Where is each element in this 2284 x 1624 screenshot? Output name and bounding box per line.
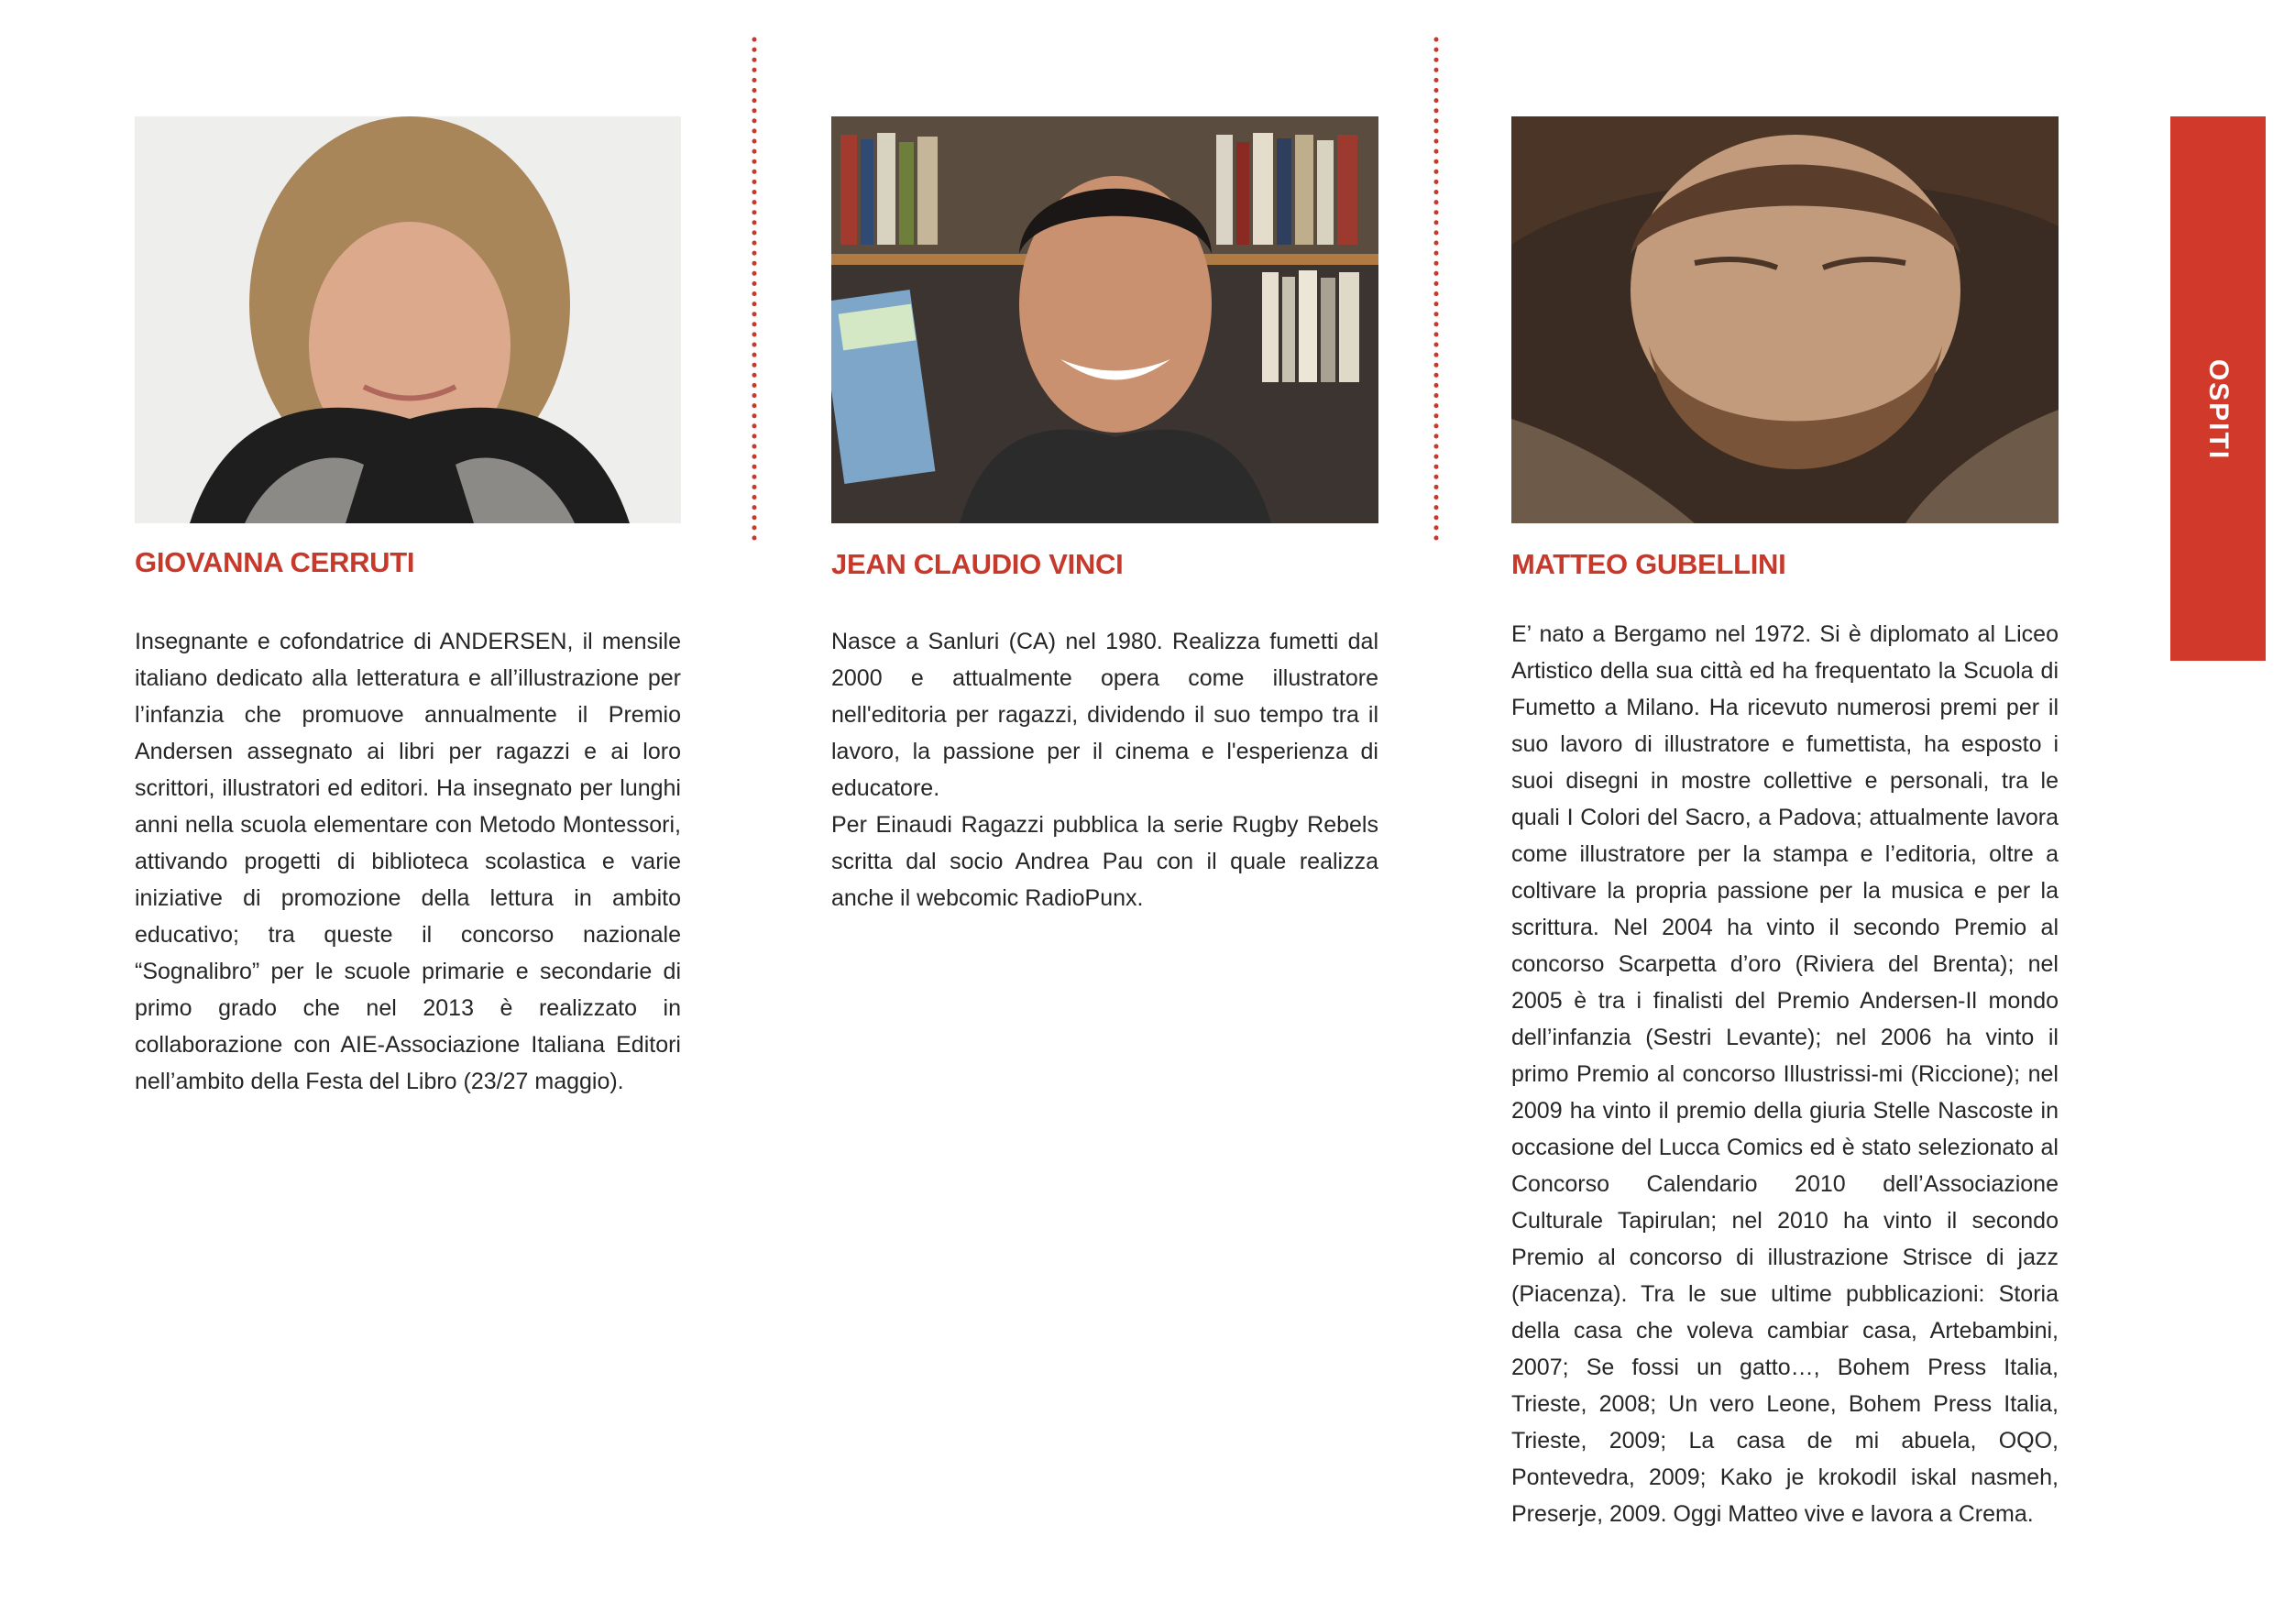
guest-bio: Nasce a Sanluri (CA) nel 1980. Realizza fumetti dal 2000 e attualmente opera come illustratore nell'editoria per ragazzi, dividendo il suo tempo tra il lavoro, la passione per il cinema e l'esperienza di educatore. Per Einaudi Ragazzi pubblica la serie Rugby Rebels scritta dal socio Andrea Pau con il quale realizza anche il webcomic RadioPunx. — [831, 629, 1378, 911]
section-tab — [2170, 116, 2266, 661]
guest-bio: Insegnante e cofondatrice di ANDERSEN, il mensile italiano dedicato alla letteratura e all’illustrazione per l’infanzia che promuove annualmente il Premio Andersen assegnato ai libri per ragazzi e ai loro scrittori, illustratori ed editori. Ha insegnato per lunghi anni nella scuola elementare con Metodo Montessori, attivando progetti di biblioteca scolastica e varie iniziative di promozione della lettura in ambito educativo; tra queste il concorso nazionale “Sognalibro” per le scuole primarie e secondarie di primo grado che nel 2013 è realizzato in collaborazione con AIE-Associazione Italiana Editori nell’ambito della Festa del Libro (23/27 maggio). — [135, 629, 681, 1094]
guest-name: JEAN CLAUDIO VINCI — [831, 548, 1124, 580]
guest-photo — [831, 116, 1378, 523]
guest-photo — [1511, 116, 2059, 523]
dotted-divider — [1433, 37, 1439, 550]
guest-bio: E’ nato a Bergamo nel 1972. Si è diplomato al Liceo Artistico della sua città ed ha frequentato la Scuola di Fumetto a Milano. Ha ricevuto numerosi premi per il suo lavoro di illustratore e fumettista, ha esposto i suoi disegni in mostre collettive e personali, tra le quali I Colori del Sacro, a Padova; attualmente lavora come illustratore per la stampa e l’editoria, oltre a coltivare la propria passione per la musica e per la scrittura. Nel 2004 ha vinto il secondo Premio al concorso Scarpetta d’oro (Riviera del Brenta); nel 2005 è tra i finalisti del Premio Andersen-Il mondo dell’infanzia (Sestri Levante); nel 2006 ha vinto il primo Premio al concorso Illustrissi-mi (Riccione); nel 2009 ha vinto il premio della giuria Stelle Nascoste in occasione del Lucca Comics ed è stato selezionato al Concorso Calendario 2010 dell’Associazione Culturale Tapirulan; nel 2010 ha vinto il secondo Premio al concorso di illustrazione Strisce di jazz (Piacenza). Tra le sue ultime pubblicazioni: Storia della casa che voleva cambiar casa, Artebambini, 2007; Se fossi un gatto…, Bohem Press Italia, Trieste, 2008; Un vero Leone, Bohem Press Italia, Trieste, 2009; La casa de mi abuela, OQO, Pontevedra, 2009; Kako je krokodil iskal nasmeh, Preserje, 2009. Oggi Matteo vive e lavora a Crema. — [1511, 621, 2059, 1527]
guest-name: GIOVANNA CERRUTI — [135, 546, 415, 578]
guest-photo — [135, 116, 681, 523]
guest-name: MATTEO GUBELLINI — [1511, 548, 1786, 580]
section-tab-label: OSPITI — [2203, 358, 2234, 461]
dotted-divider — [752, 37, 757, 550]
